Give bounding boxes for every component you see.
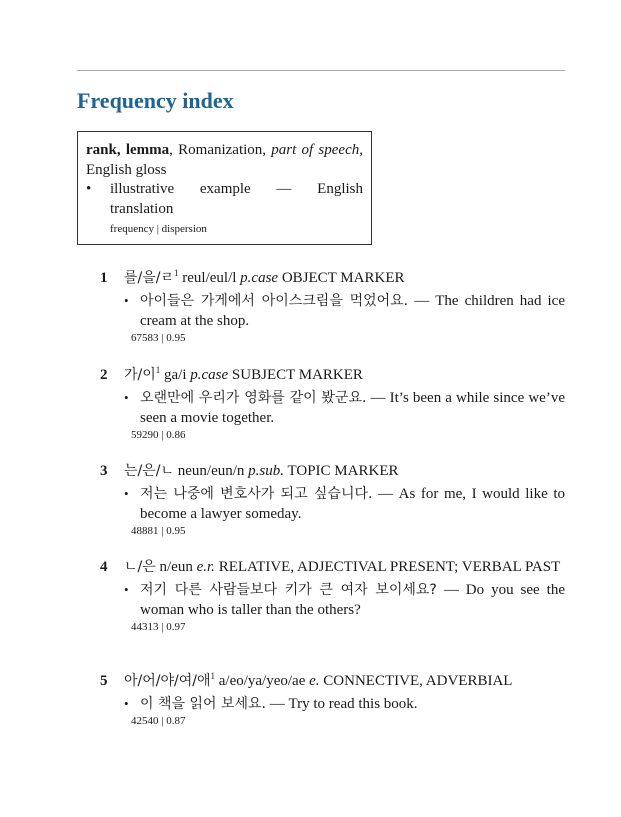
bullet-icon: • <box>124 696 129 711</box>
entry-meta: 44313 | 0.97 <box>131 621 186 633</box>
example-english: — As for me, I would like to become a lawyer someday. <box>140 486 565 522</box>
legend-rank-lemma: rank, lemma <box>86 142 170 158</box>
entry-meta: 67583 | 0.95 <box>131 332 186 344</box>
entry-superscript: 1 <box>174 268 179 278</box>
entry-gloss: OBJECT MARKER <box>278 270 405 286</box>
entry-5 <box>100 671 565 729</box>
legend-romanization: , Romanization, <box>169 142 272 158</box>
entry-lemma: ㄴ/은 <box>124 559 156 575</box>
entry-1 <box>100 268 565 346</box>
entry-romanization: neun/eun/n <box>174 463 249 479</box>
legend-gloss: , English gloss <box>86 142 363 178</box>
entry-headword <box>124 365 565 385</box>
entry-lemma: 가/이 <box>124 367 156 383</box>
legend-pos: part of speech <box>271 142 360 158</box>
entry-meta: 48881 | 0.95 <box>131 525 186 537</box>
example-english: — Do you see the woman who is taller than the others? <box>140 582 565 618</box>
entry-rank: 1 <box>100 270 108 286</box>
entry-lemma: 아/어/야/여/애 <box>124 673 211 689</box>
entry-pos: e. <box>309 673 320 689</box>
legend-headword-format <box>86 141 363 180</box>
example-korean: 오랜만에 우리가 영화를 같이 봤군요. <box>140 390 367 406</box>
entry-rank: 2 <box>100 367 108 383</box>
entry-headword <box>124 461 565 481</box>
entry-lemma: 를/을/ㄹ <box>124 270 175 286</box>
entry-romanization: ga/i <box>160 367 191 383</box>
page-title: Frequency index <box>77 88 234 113</box>
entry-romanization: a/eo/ya/yeo/ae <box>215 673 310 689</box>
legend-box <box>77 131 372 245</box>
entry-2 <box>100 365 565 443</box>
entry-rank: 5 <box>100 673 108 689</box>
example-korean: 저기 다른 사람들보다 키가 큰 여자 보이세요? <box>140 582 437 598</box>
entry-headword <box>124 671 565 691</box>
entry-gloss: RELATIVE, ADJECTIVAL PRESENT; VERBAL PAST <box>214 559 561 575</box>
entry-gloss: TOPIC MARKER <box>284 463 399 479</box>
bullet-icon: • <box>124 390 129 405</box>
entry-pos: e.r. <box>196 559 215 575</box>
entry-meta: 59290 | 0.86 <box>131 429 186 441</box>
entry-example <box>124 484 565 524</box>
legend-example: illustrative example — English translation <box>110 181 363 217</box>
entry-superscript: 1 <box>210 671 215 681</box>
example-korean: 이 책을 읽어 보세요. <box>140 696 266 712</box>
entry-gloss: CONNECTIVE, ADVERBIAL <box>319 673 513 689</box>
entry-pos: p.case <box>240 270 279 286</box>
entry-lemma: 는/은/ㄴ <box>124 463 175 479</box>
example-english: — The children had ice cream at the shop. <box>140 293 566 329</box>
example-english: — It’s been a while since we’ve seen a movie together. <box>140 390 565 426</box>
entry-rank: 3 <box>100 463 108 479</box>
entry-meta: 42540 | 0.87 <box>131 715 186 727</box>
legend-example-format <box>86 180 363 219</box>
entry-rank: 4 <box>100 559 108 575</box>
entry-pos: p.sub. <box>248 463 285 479</box>
example-english: — Try to read this book. <box>266 696 418 712</box>
bullet-icon: • <box>124 582 129 597</box>
bullet-icon: • <box>124 293 129 308</box>
entry-3 <box>100 461 565 539</box>
example-korean: 저는 나중에 변호사가 되고 싶습니다. <box>140 486 373 502</box>
entry-romanization: reul/eul/l <box>178 270 241 286</box>
entry-romanization: n/eun <box>155 559 197 575</box>
legend-meta: frequency | dispersion <box>110 223 207 235</box>
bullet-icon: • <box>86 181 92 197</box>
entry-superscript: 1 <box>155 365 161 375</box>
header-rule <box>77 70 565 71</box>
entry-example <box>124 580 565 620</box>
bullet-icon: • <box>124 486 129 501</box>
entry-gloss: SUBJECT MARKER <box>228 367 363 383</box>
entry-4 <box>100 557 565 635</box>
example-korean: 아이들은 가게에서 아이스크림을 먹었어요. <box>140 293 409 309</box>
entry-headword <box>124 557 565 577</box>
entry-pos: p.case <box>190 367 229 383</box>
entry-example <box>124 388 565 428</box>
entry-headword <box>124 268 565 288</box>
entry-example <box>124 694 565 714</box>
entry-example <box>124 291 565 331</box>
